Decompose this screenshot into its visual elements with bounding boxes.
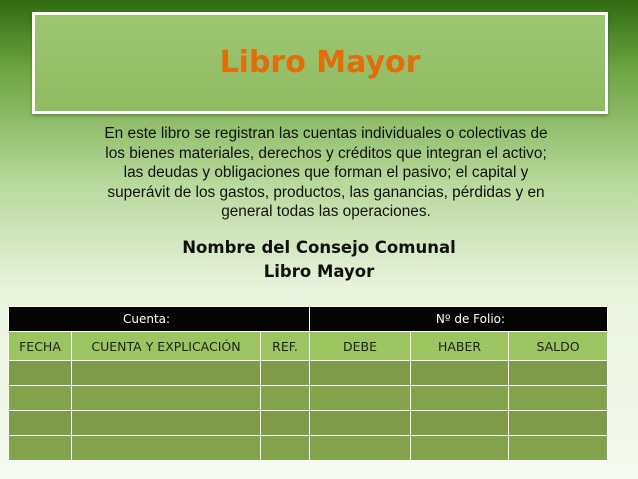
- description-line: las deudas y obligaciones que forman el pasivo; el capital y: [123, 164, 529, 181]
- table-cell: [261, 361, 310, 386]
- table-cell: [261, 411, 310, 436]
- table-row: [9, 411, 608, 436]
- table-cell: [72, 386, 261, 411]
- table-cell: [509, 386, 608, 411]
- description-line: general todas las operaciones.: [221, 203, 431, 220]
- table-cell: [310, 361, 411, 386]
- description-line: superávit de los gastos, productos, las ganancias, pérdidas y en: [107, 183, 545, 201]
- table-cell: [411, 436, 509, 461]
- table-row: [9, 436, 608, 461]
- table-cell: [72, 361, 261, 386]
- table-cell: [261, 436, 310, 461]
- table-cell: [411, 361, 509, 386]
- table-cell: [509, 436, 608, 461]
- ledger-subtitle: Libro Mayor: [263, 262, 375, 281]
- table-cell: [509, 361, 608, 386]
- table-cell: [261, 386, 310, 411]
- column-header-ref: REF.: [261, 332, 310, 361]
- table-cell: [9, 436, 72, 461]
- table-cell: [72, 411, 261, 436]
- table-cell: [411, 411, 509, 436]
- table-row: [9, 386, 608, 411]
- table-cell: [509, 411, 608, 436]
- folio-label: Nº de Folio:: [310, 307, 608, 332]
- description-line: los bienes materiales, derechos y créditos que integran el activo;: [105, 144, 547, 162]
- column-header-saldo: SALDO: [509, 332, 608, 361]
- column-header-cuenta: CUENTA Y EXPLICACIÓN: [72, 332, 261, 361]
- column-header-debe: DEBE: [310, 332, 411, 361]
- account-label: Cuenta:: [9, 307, 310, 332]
- column-header-fecha: FECHA: [9, 332, 72, 361]
- title-box: [32, 12, 608, 114]
- description-line: En este libro se registran las cuentas individuales o colectivas de: [104, 125, 548, 142]
- ledger-table: [8, 306, 608, 461]
- table-cell: [310, 386, 411, 411]
- council-name-subtitle: Nombre del Consejo Comunal: [182, 238, 456, 257]
- table-cell: [9, 411, 72, 436]
- table-cell: [72, 436, 261, 461]
- column-header-row: [9, 332, 608, 361]
- table-cell: [9, 361, 72, 386]
- table-cell: [310, 436, 411, 461]
- table-cell: [411, 386, 509, 411]
- table-row: [9, 361, 608, 386]
- column-header-haber: HABER: [411, 332, 509, 361]
- slide-title: Libro Mayor: [219, 45, 421, 80]
- table-cell: [9, 386, 72, 411]
- table-cell: [310, 411, 411, 436]
- description: [66, 124, 586, 222]
- ledger-header-row: [9, 307, 608, 332]
